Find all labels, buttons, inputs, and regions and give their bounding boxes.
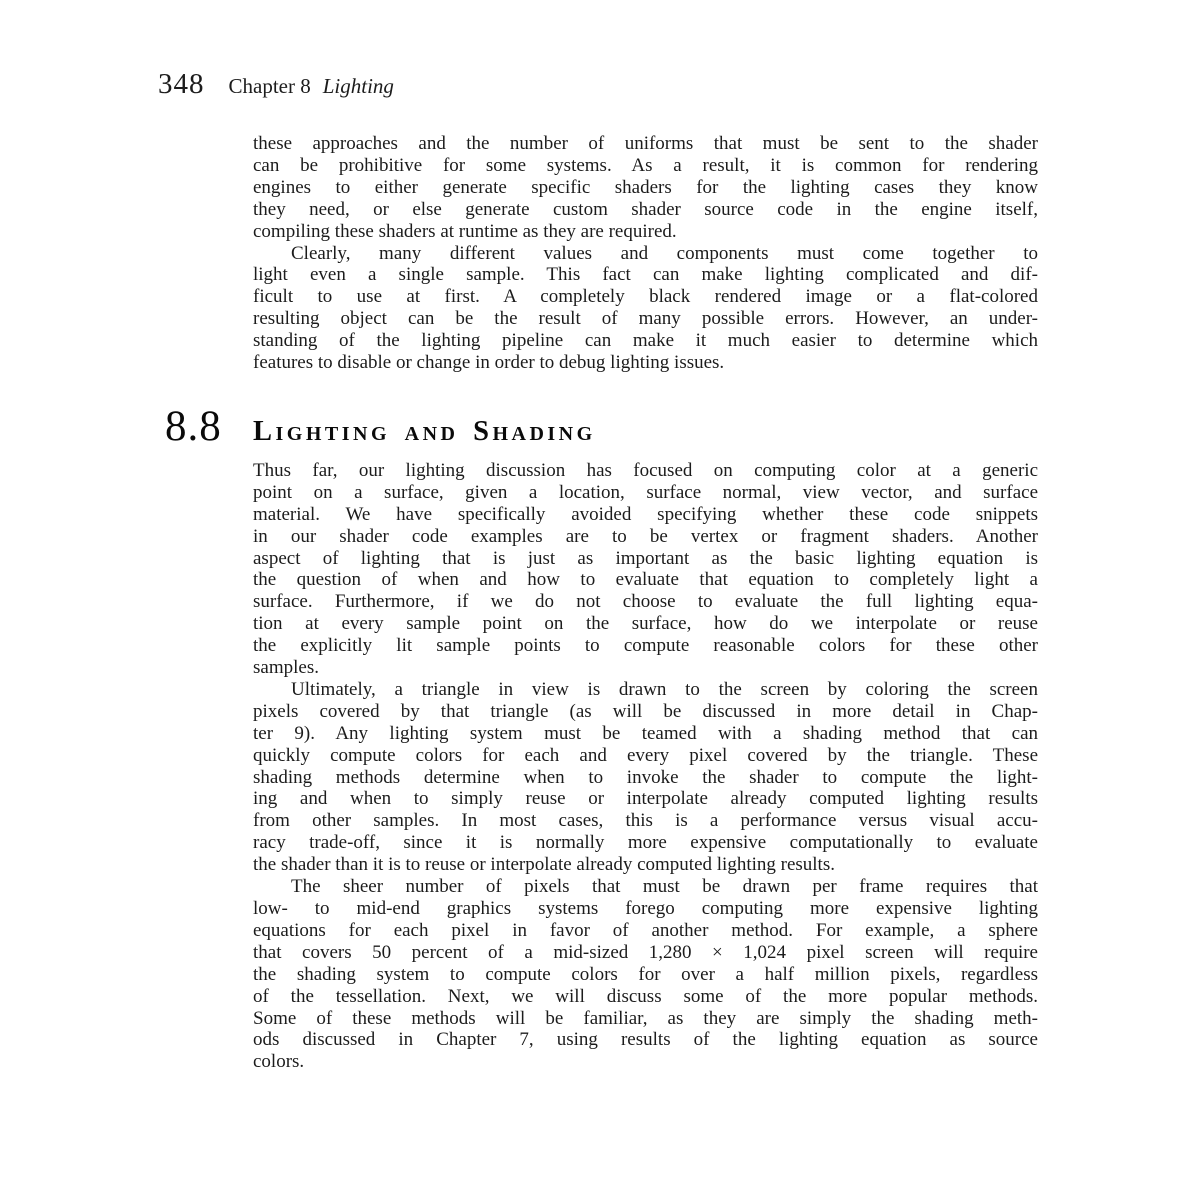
paragraph [253,243,1038,374]
text-line: ficult to use at first. A completely black rendered image or a flat-colored [253,286,1038,308]
text-line: can be prohibitive for some systems. As a result, it is common for rendering [253,154,1038,176]
text-line: shading methods determine when to invoke the shader to compute the light- [253,766,1038,788]
text-line: colors. [253,1051,305,1073]
text-line: Some of these methods will be familiar, as they are simply the shading meth- [253,1007,1038,1029]
text-line: pixels covered by that triangle (as will be discussed in more detail in Chap- [253,700,1038,722]
text-line: these approaches and the number of uniforms that must be sent to the shader [253,133,1038,154]
text-line: that covers 50 percent of a mid-sized 1,280 × 1,024 pixel screen will require [253,941,1038,963]
section-title: Lighting and Shading [253,415,596,447]
text-line: in our shader code examples are to be vertex or fragment shaders. Another [253,525,1038,547]
text-line: from other samples. In most cases, this is a performance versus visual accu- [253,810,1038,832]
text-line: surface. Furthermore, if we do not choose to evaluate the full lighting equa- [253,591,1038,613]
text-line: ter 9). Any lighting system must be teamed with a shading method that can [253,722,1038,744]
text-line: of the tessellation. Next, we will discuss some of the more popular methods. [253,985,1038,1007]
text-line: tion at every sample point on the surface, how do we interpolate or reuse [253,613,1038,635]
section-number: 8.8 [165,402,222,450]
paragraph [253,460,1038,679]
chapter-title: Lighting [322,74,394,98]
text-line: the explicitly lit sample points to compute reasonable colors for these other [253,635,1038,657]
text-line: the shader than it is to reuse or interpolate already computed lighting results. [253,854,835,876]
text-line: standing of the lighting pipeline can make it much easier to determine which [253,330,1038,352]
text-line: the question of when and how to evaluate that equation to completely light a [253,569,1038,591]
text-line: aspect of lighting that is just as important as the basic lighting equation is [253,547,1038,569]
text-line: features to disable or change in order to debug lighting issues. [253,352,725,374]
text-column [165,133,1038,1073]
paragraph [253,133,1038,243]
text-line: equations for each pixel in favor of another method. For example, a sphere [253,919,1038,941]
text-line: light even a single sample. This fact can make lighting complicated and dif- [253,264,1038,286]
text-line: resulting object can be the result of many possible errors. However, an under- [253,308,1038,330]
text-line: material. We have specifically avoided specifying whether these code snippets [253,503,1038,525]
text-line: Ultimately, a triangle in view is drawn to the screen by coloring the screen [291,678,1038,700]
text-line: Thus far, our lighting discussion has focused on computing color at a generic [253,459,1038,481]
text-line: compiling these shaders at runtime as they are required. [253,220,677,242]
page-number: 348 [158,68,205,100]
text-line: quickly compute colors for each and every pixel covered by the triangle. These [253,744,1038,766]
text-line: samples. [253,657,319,679]
text-line: Clearly, many different values and components must come together to [291,242,1038,264]
paragraph [253,679,1038,876]
text-line: The sheer number of pixels that must be drawn per frame requires that [291,876,1038,898]
text-line: ing and when to simply reuse or interpolate already computed lighting results [253,788,1038,810]
section-paragraphs [253,460,1038,1073]
text-line: they need, or else generate custom shader source code in the engine itself, [253,198,1038,220]
intro-paragraphs [253,133,1038,374]
text-line: point on a surface, given a location, surface normal, view vector, and surface [253,481,1038,503]
text-line: ods discussed in Chapter 7, using results of the lighting equation as source [253,1029,1038,1051]
text-line: racy trade-off, since it is normally more expensive computationally to evaluate [253,832,1038,854]
text-line: the shading system to compute colors for over a half million pixels, regardless [253,963,1038,985]
paragraph [253,876,1038,1073]
chapter-label: Chapter 8 [228,74,311,98]
page-header [158,68,394,101]
text-line: low- to mid-end graphics systems forego computing more expensive lighting [253,898,1038,919]
section-heading [165,402,1038,450]
text-line: engines to either generate specific shaders for the lighting cases they know [253,176,1038,198]
